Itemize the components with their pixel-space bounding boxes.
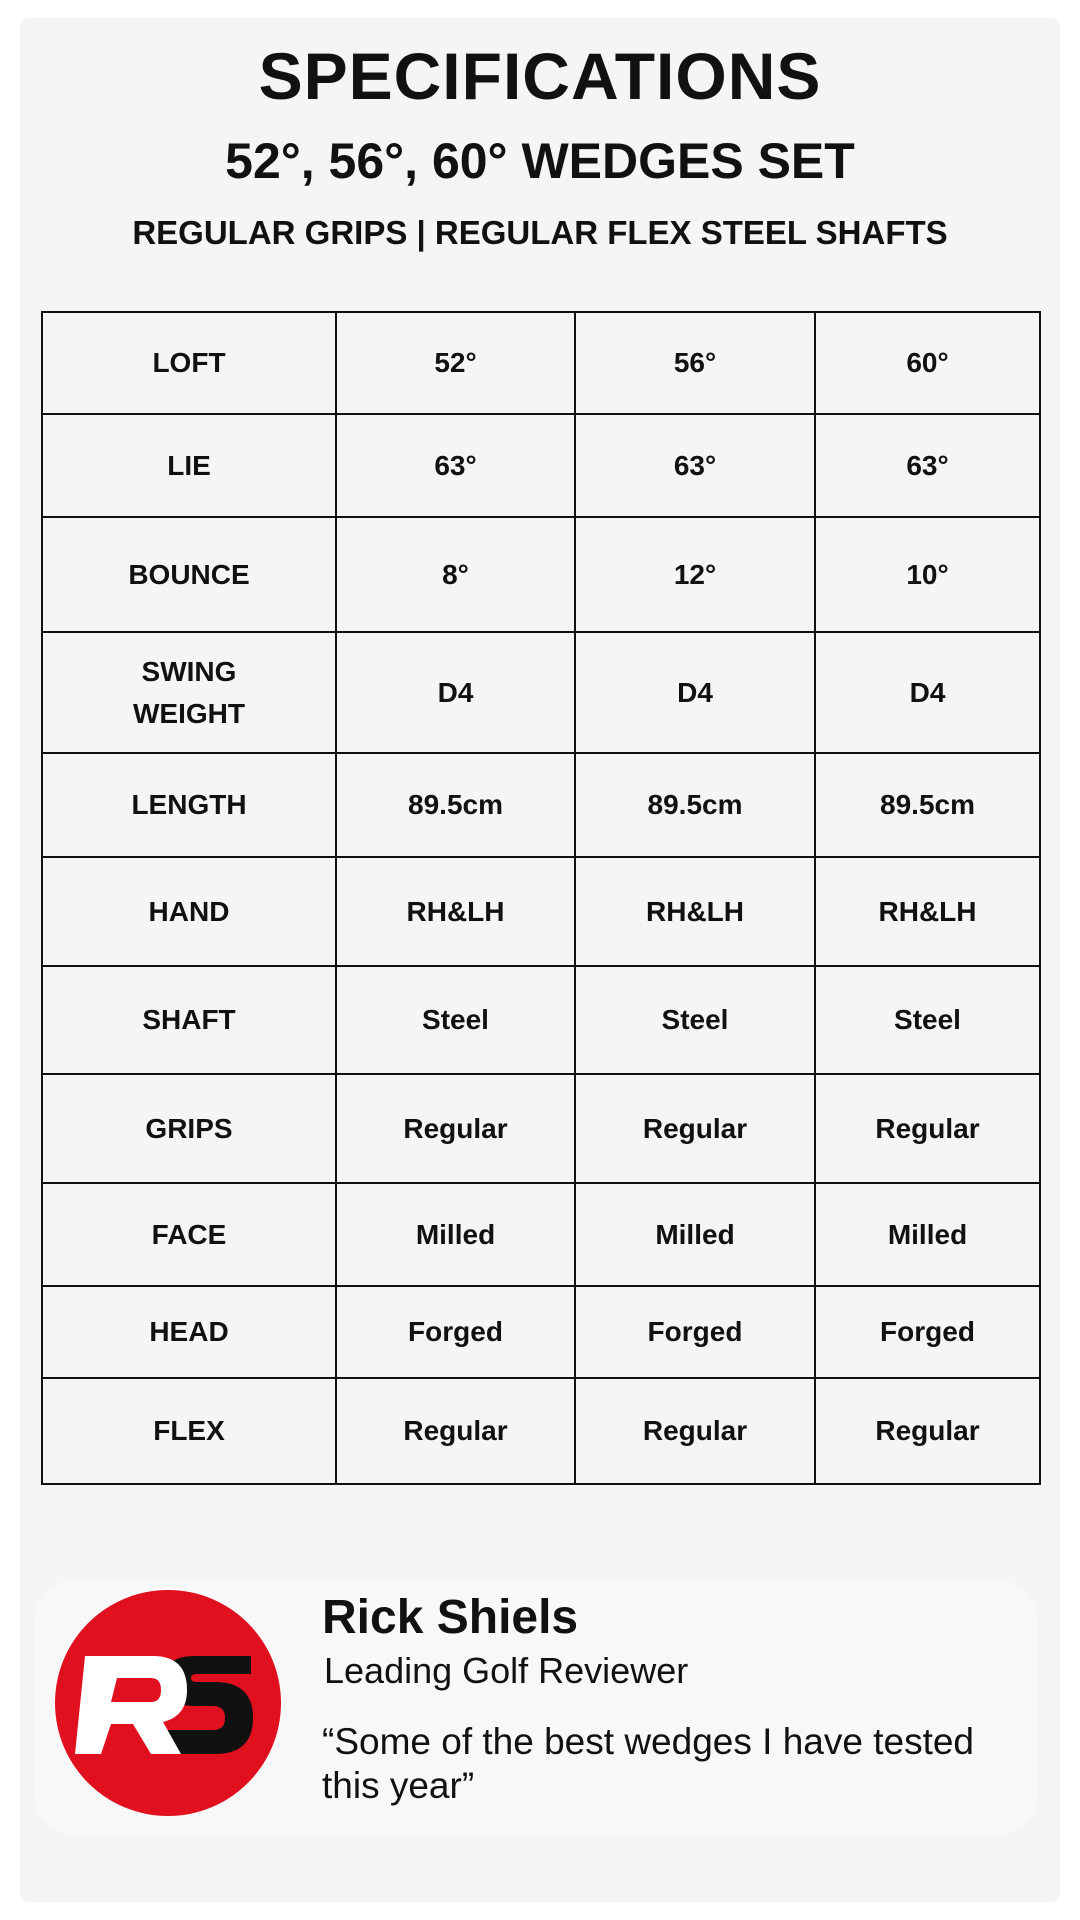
cell-value: Regular [336, 1378, 575, 1484]
row-label: GRIPS [42, 1074, 336, 1183]
row-label: HAND [42, 857, 336, 966]
cell-value: Milled [575, 1183, 815, 1286]
table-row-loft [42, 312, 1040, 414]
cell-value: Steel [336, 966, 575, 1074]
cell-value: Milled [815, 1183, 1040, 1286]
cell-value: 8° [336, 517, 575, 632]
cell-value: 89.5cm [815, 753, 1040, 857]
row-label [42, 632, 336, 753]
cell-value: 10° [815, 517, 1040, 632]
cell-value: RH&LH [336, 857, 575, 966]
cell-value: Regular [575, 1074, 815, 1183]
review-quote [322, 1720, 1042, 1808]
page-tagline: REGULAR GRIPS | REGULAR FLEX STEEL SHAFTS [132, 214, 948, 251]
cell-value: Regular [815, 1378, 1040, 1484]
table-row-shaft [42, 966, 1040, 1074]
cell-value: RH&LH [575, 857, 815, 966]
cell-value: 89.5cm [336, 753, 575, 857]
cell-value: Regular [575, 1378, 815, 1484]
cell-value: 60° [815, 312, 1040, 414]
row-label: LOFT [42, 312, 336, 414]
row-label: FACE [42, 1183, 336, 1286]
cell-value: Forged [575, 1286, 815, 1378]
specifications-table [41, 311, 1041, 1485]
cell-value: 63° [336, 414, 575, 517]
row-label: FLEX [42, 1378, 336, 1484]
table-row-lie [42, 414, 1040, 517]
cell-value: D4 [575, 632, 815, 753]
reviewer-role: Leading Golf Reviewer [324, 1650, 689, 1691]
cell-value: 63° [575, 414, 815, 517]
cell-value: 63° [815, 414, 1040, 517]
table-row-grips [42, 1074, 1040, 1183]
review-quote-line: this year” [322, 1765, 475, 1806]
table-row-bounce [42, 517, 1040, 632]
cell-value: Regular [815, 1074, 1040, 1183]
cell-value: D4 [815, 632, 1040, 753]
row-label-line: WEIGHT [133, 697, 245, 729]
row-label: LENGTH [42, 753, 336, 857]
row-label: SHAFT [42, 966, 336, 1074]
cell-value: Forged [815, 1286, 1040, 1378]
cell-value: Steel [575, 966, 815, 1074]
row-label-line: SWING [141, 655, 237, 687]
cell-value: Milled [336, 1183, 575, 1286]
row-label: BOUNCE [42, 517, 336, 632]
cell-value: 89.5cm [575, 753, 815, 857]
cell-value: Regular [336, 1074, 575, 1183]
cell-value: 12° [575, 517, 815, 632]
table-row-length [42, 753, 1040, 857]
table-row-hand [42, 857, 1040, 966]
table-row-head [42, 1286, 1040, 1378]
table-row-flex [42, 1378, 1040, 1484]
table-row-face [42, 1183, 1040, 1286]
cell-value: 52° [336, 312, 575, 414]
table-row-swing-weight [42, 632, 1040, 753]
cell-value: 56° [575, 312, 815, 414]
cell-value: Forged [336, 1286, 575, 1378]
rs-logo-icon [55, 1590, 281, 1816]
page-title: SPECIFICATIONS [258, 39, 822, 113]
reviewer-name: Rick Shiels [322, 1591, 579, 1644]
cell-value: RH&LH [815, 857, 1040, 966]
review-quote-line: “Some of the best wedges I have tested [322, 1721, 974, 1762]
page-subtitle: 52°, 56°, 60° WEDGES SET [225, 133, 855, 189]
row-label: HEAD [42, 1286, 336, 1378]
cell-value: D4 [336, 632, 575, 753]
cell-value: Steel [815, 966, 1040, 1074]
row-label: LIE [42, 414, 336, 517]
